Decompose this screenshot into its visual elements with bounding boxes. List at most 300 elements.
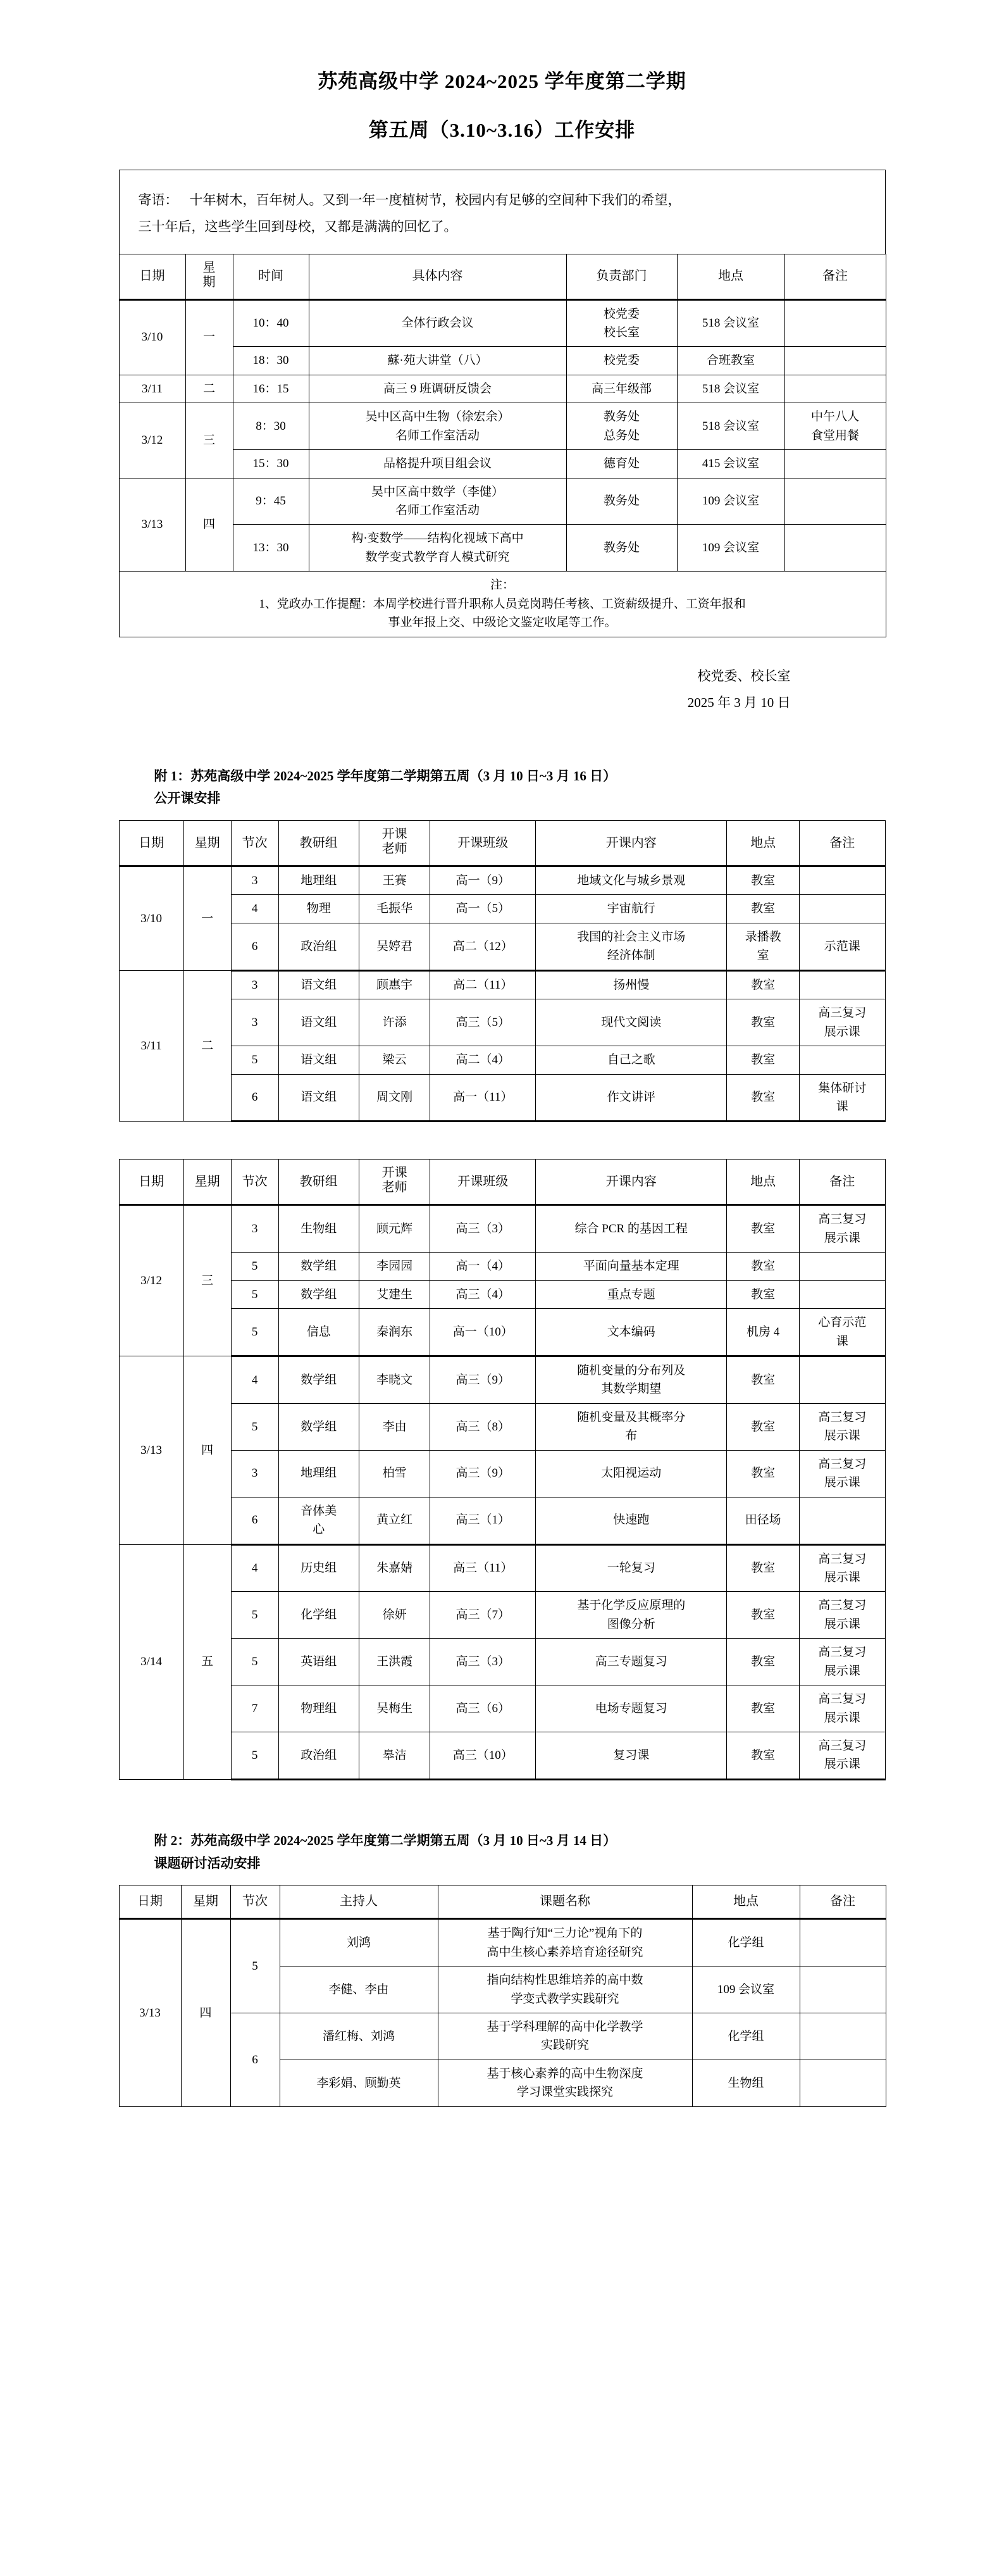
cell-class: 高三（10） xyxy=(430,1732,536,1780)
cell-lesson-content: 宇宙航行 xyxy=(536,895,727,923)
cell-place: 机房 4 xyxy=(727,1309,800,1356)
note-line-2: 事业年报上交、中级论文鉴定收尾等工作。 xyxy=(388,616,617,630)
cell-teacher: 黄立红 xyxy=(359,1497,430,1544)
research-row xyxy=(119,2013,886,2060)
cell-period: 6 xyxy=(231,1497,278,1544)
cell-teaching-group: 数学组 xyxy=(278,1403,359,1450)
header-3: 教研组 xyxy=(278,1160,359,1205)
header-2: 节次 xyxy=(231,821,278,866)
cell-period: 5 xyxy=(231,1403,278,1450)
cell-teacher: 李园园 xyxy=(359,1253,430,1280)
main-table-row xyxy=(119,299,886,347)
cell-date: 3/13 xyxy=(119,1356,183,1545)
cell-place: 教室 xyxy=(727,999,800,1046)
cell-class: 高三（3） xyxy=(430,1205,536,1253)
cell-remark: 高三复习 展示课 xyxy=(799,1639,885,1685)
cell-remark xyxy=(799,970,885,999)
cell-class: 高三（8） xyxy=(430,1403,536,1450)
cell-class: 高三（3） xyxy=(430,1639,536,1685)
cell-remark: 高三复习 展示课 xyxy=(799,1732,885,1780)
cell-weekday: 一 xyxy=(185,299,233,375)
cell-class: 高一（4） xyxy=(430,1253,536,1280)
cell-content: 蘇·苑大讲堂（八） xyxy=(309,347,566,375)
cell-period: 3 xyxy=(231,866,278,895)
cell-class: 高三（6） xyxy=(430,1685,536,1732)
cell-period: 3 xyxy=(231,1205,278,1253)
cell-teacher: 梁云 xyxy=(359,1046,430,1074)
cell-remark xyxy=(784,450,886,478)
cell-class: 高一（5） xyxy=(430,895,536,923)
cell-topic: 基于学科理解的高中化学教学 实践研究 xyxy=(438,2013,692,2060)
cell-content: 吴中区高中数学（李健） 名师工作室活动 xyxy=(309,478,566,525)
cell-class: 高三（7） xyxy=(430,1592,536,1639)
cell-date: 3/11 xyxy=(119,970,183,1122)
cell-remark: 高三复习 展示课 xyxy=(799,1403,885,1450)
attachment1-heading-line1: 附 1：苏苑高级中学 2024~2025 学年度第二学期第五周（3 月 10 日~3 月 16 日） xyxy=(154,768,617,784)
cell-place: 生物组 xyxy=(692,2060,800,2106)
cell-teaching-group: 语文组 xyxy=(278,1074,359,1122)
header-teacher: 开课 老师 xyxy=(359,1160,430,1205)
cell-host: 李健、李由 xyxy=(280,1966,438,2013)
cell-class: 高一（10） xyxy=(430,1309,536,1356)
cell-content: 品格提升项目组会议 xyxy=(309,450,566,478)
public-class-row xyxy=(119,1046,885,1074)
research-header-1: 星期 xyxy=(181,1885,230,1919)
attachment2-heading-line2: 课题研讨活动安排 xyxy=(154,1855,261,1871)
cell-lesson-content: 随机变量的分布列及 其数学期望 xyxy=(536,1356,727,1404)
cell-teacher: 李由 xyxy=(359,1403,430,1450)
header-5: 开课班级 xyxy=(430,821,536,866)
cell-teaching-group: 物理 xyxy=(278,895,359,923)
public-class-row xyxy=(119,895,885,923)
cell-remark: 示范课 xyxy=(799,923,885,970)
cell-remark xyxy=(784,478,886,525)
cell-remark xyxy=(784,375,886,403)
cell-place: 教室 xyxy=(727,1046,800,1074)
cell-class: 高三（11） xyxy=(430,1544,536,1592)
cell-lesson-content: 基于化学反应原理的 图像分析 xyxy=(536,1592,727,1639)
cell-weekday: 五 xyxy=(183,1544,231,1779)
signature-block xyxy=(119,663,886,716)
note-line-1: 1、党政办工作提醒：本周学校进行晋升职称人员竞岗聘任考核、工资薪级提升、工资年报和 xyxy=(259,597,746,611)
research-row xyxy=(119,1919,886,1966)
cell-place: 教室 xyxy=(727,1280,800,1308)
cell-weekday: 四 xyxy=(181,1919,230,2107)
cell-teaching-group: 语文组 xyxy=(278,1046,359,1074)
cell-period: 3 xyxy=(231,1450,278,1497)
cell-place: 518 会议室 xyxy=(677,299,784,347)
cell-place: 教室 xyxy=(727,895,800,923)
cell-lesson-content: 快速跑 xyxy=(536,1497,727,1544)
cell-teacher: 顾元辉 xyxy=(359,1205,430,1253)
cell-class: 高二（11） xyxy=(430,970,536,999)
header-3: 教研组 xyxy=(278,821,359,866)
cell-teacher: 王赛 xyxy=(359,866,430,895)
cell-period: 5 xyxy=(231,1046,278,1074)
cell-lesson-content: 复习课 xyxy=(536,1732,727,1780)
cell-teaching-group: 信息 xyxy=(278,1309,359,1356)
cell-teaching-group: 地理组 xyxy=(278,866,359,895)
header-place: 地点 xyxy=(677,254,784,299)
cell-date: 3/12 xyxy=(119,1205,183,1356)
attachment1-heading-line2: 公开课安排 xyxy=(154,791,221,806)
header-content: 具体内容 xyxy=(309,254,566,299)
cell-teaching-group: 生物组 xyxy=(278,1205,359,1253)
cell-class: 高三（4） xyxy=(430,1280,536,1308)
signature-org: 校党委、校长室 xyxy=(697,668,791,684)
cell-remark xyxy=(799,1356,885,1404)
cell-period: 5 xyxy=(231,1309,278,1356)
cell-teacher: 许添 xyxy=(359,999,430,1046)
public-class-row xyxy=(119,1309,885,1356)
cell-lesson-content: 作文讲评 xyxy=(536,1074,727,1122)
cell-place: 教室 xyxy=(727,1403,800,1450)
cell-time: 9：45 xyxy=(233,478,309,525)
cell-period: 5 xyxy=(231,1732,278,1780)
cell-place: 教室 xyxy=(727,1074,800,1122)
note-line-0: 注： xyxy=(490,578,514,592)
cell-lesson-content: 电场专题复习 xyxy=(536,1685,727,1732)
cell-class: 高三（1） xyxy=(430,1497,536,1544)
cell-place: 518 会议室 xyxy=(677,403,784,450)
cell-remark: 高三复习 展示课 xyxy=(799,1685,885,1732)
cell-remark xyxy=(799,1253,885,1280)
cell-teaching-group: 地理组 xyxy=(278,1450,359,1497)
cell-lesson-content: 现代文阅读 xyxy=(536,999,727,1046)
cell-teacher: 柏雪 xyxy=(359,1450,430,1497)
cell-teaching-group: 政治组 xyxy=(278,923,359,970)
cell-place: 教室 xyxy=(727,1544,800,1592)
attachment2-heading-line1: 附 2：苏苑高级中学 2024~2025 学年度第二学期第五周（3 月 10 日~3 月 14 日） xyxy=(154,1832,617,1848)
cell-remark: 高三复习 展示课 xyxy=(799,1450,885,1497)
header-remark: 备注 xyxy=(784,254,886,299)
main-table-row xyxy=(119,478,886,525)
header-8: 备注 xyxy=(799,821,885,866)
research-header-5: 地点 xyxy=(692,1885,800,1919)
cell-class: 高三（9） xyxy=(430,1450,536,1497)
cell-place: 415 会议室 xyxy=(677,450,784,478)
cell-department: 教务处 xyxy=(566,525,677,572)
header-5: 开课班级 xyxy=(430,1160,536,1205)
public-class-row xyxy=(119,1732,885,1780)
motto-label: 寄语： xyxy=(138,192,178,208)
motto-line1: 十年树木，百年树人。又到一年一度植树节，校园内有足够的空间种下我们的希望， xyxy=(189,192,681,208)
cell-lesson-content: 随机变量及其概率分 布 xyxy=(536,1403,727,1450)
cell-period: 6 xyxy=(231,923,278,970)
cell-teaching-group: 音体美 心 xyxy=(278,1497,359,1544)
cell-content: 全体行政会议 xyxy=(309,299,566,347)
cell-department: 教务处 总务处 xyxy=(566,403,677,450)
public-class-row xyxy=(119,1403,885,1450)
cell-period: 4 xyxy=(231,1544,278,1592)
cell-teaching-group: 英语组 xyxy=(278,1639,359,1685)
cell-time: 15：30 xyxy=(233,450,309,478)
cell-content: 高三 9 班调研反馈会 xyxy=(309,375,566,403)
header-1: 星期 xyxy=(183,1160,231,1205)
cell-topic: 基于陶行知“三力论”视角下的 高中生核心素养培育途径研究 xyxy=(438,1919,692,1966)
cell-date: 3/11 xyxy=(119,375,185,403)
public-class-row xyxy=(119,1685,885,1732)
header-2: 节次 xyxy=(231,1160,278,1205)
public-class-row xyxy=(119,923,885,970)
cell-class: 高一（11） xyxy=(430,1074,536,1122)
cell-place: 518 会议室 xyxy=(677,375,784,403)
cell-period: 5 xyxy=(231,1253,278,1280)
cell-remark: 高三复习 展示课 xyxy=(799,999,885,1046)
cell-teacher: 周文刚 xyxy=(359,1074,430,1122)
cell-class: 高二（4） xyxy=(430,1046,536,1074)
header-7: 地点 xyxy=(727,821,800,866)
cell-weekday: 四 xyxy=(183,1356,231,1545)
cell-place: 教室 xyxy=(727,866,800,895)
cell-weekday: 二 xyxy=(183,970,231,1122)
cell-department: 校党委 xyxy=(566,347,677,375)
header-6: 开课内容 xyxy=(536,1160,727,1205)
cell-period: 3 xyxy=(231,970,278,999)
main-schedule-table xyxy=(119,254,886,637)
cell-period: 5 xyxy=(231,1280,278,1308)
cell-date: 3/10 xyxy=(119,299,185,375)
cell-lesson-content: 扬州慢 xyxy=(536,970,727,999)
cell-teaching-group: 语文组 xyxy=(278,970,359,999)
cell-class: 高三（9） xyxy=(430,1356,536,1404)
cell-period: 7 xyxy=(231,1685,278,1732)
attachment1-heading xyxy=(119,765,886,810)
cell-weekday: 一 xyxy=(183,866,231,971)
cell-place: 109 会议室 xyxy=(677,478,784,525)
public-class-row xyxy=(119,1280,885,1308)
cell-date: 3/12 xyxy=(119,403,185,478)
cell-teaching-group: 物理组 xyxy=(278,1685,359,1732)
cell-remark xyxy=(799,1046,885,1074)
cell-remark xyxy=(784,525,886,572)
cell-teacher: 秦润东 xyxy=(359,1309,430,1356)
cell-place: 109 会议室 xyxy=(677,525,784,572)
research-topic-table-wrap xyxy=(119,1885,886,2107)
cell-topic: 基于核心素养的高中生物深度 学习课堂实践探究 xyxy=(438,2060,692,2106)
cell-host: 刘鸿 xyxy=(280,1919,438,1966)
cell-remark xyxy=(800,2013,886,2060)
cell-teaching-group: 化学组 xyxy=(278,1592,359,1639)
cell-teaching-group: 数学组 xyxy=(278,1280,359,1308)
cell-lesson-content: 自己之歌 xyxy=(536,1046,727,1074)
main-table-row xyxy=(119,403,886,450)
cell-teacher: 朱嘉婧 xyxy=(359,1544,430,1592)
cell-teaching-group: 数学组 xyxy=(278,1356,359,1404)
cell-period: 5 xyxy=(231,1592,278,1639)
cell-date: 3/13 xyxy=(119,478,185,572)
header-6: 开课内容 xyxy=(536,821,727,866)
cell-lesson-content: 地域文化与城乡景观 xyxy=(536,866,727,895)
cell-period: 5 xyxy=(230,1919,280,2013)
cell-time: 13：30 xyxy=(233,525,309,572)
public-class-row xyxy=(119,1544,885,1592)
public-class-table-a-wrap xyxy=(119,820,886,1122)
cell-topic: 指向结构性思维培养的高中数 学变式教学实践研究 xyxy=(438,1966,692,2013)
cell-remark xyxy=(800,2060,886,2106)
cell-lesson-content: 我国的社会主义市场 经济体制 xyxy=(536,923,727,970)
cell-teacher: 毛振华 xyxy=(359,895,430,923)
public-class-row xyxy=(119,970,885,999)
header-time: 时间 xyxy=(233,254,309,299)
cell-period: 6 xyxy=(230,2013,280,2107)
cell-lesson-content: 一轮复习 xyxy=(536,1544,727,1592)
header-department: 负责部门 xyxy=(566,254,677,299)
public-class-row xyxy=(119,1592,885,1639)
cell-weekday: 三 xyxy=(185,403,233,478)
cell-teacher: 吴梅生 xyxy=(359,1685,430,1732)
public-class-row xyxy=(119,1450,885,1497)
attachment2-heading xyxy=(119,1830,886,1875)
cell-period: 4 xyxy=(231,1356,278,1404)
cell-remark xyxy=(784,299,886,347)
cell-place: 教室 xyxy=(727,1356,800,1404)
header-0: 日期 xyxy=(119,1160,183,1205)
cell-place: 教室 xyxy=(727,1205,800,1253)
cell-time: 18：30 xyxy=(233,347,309,375)
cell-date: 3/13 xyxy=(119,1919,181,2107)
cell-place: 教室 xyxy=(727,1732,800,1780)
header-0: 日期 xyxy=(119,821,183,866)
cell-remark: 高三复习 展示课 xyxy=(799,1544,885,1592)
cell-department: 校党委 校长室 xyxy=(566,299,677,347)
cell-content: 构·变数学——结构化视域下高中 数学变式教学育人模式研究 xyxy=(309,525,566,572)
header-8: 备注 xyxy=(799,1160,885,1205)
public-class-table-b-wrap xyxy=(119,1159,886,1780)
cell-teacher: 李晓文 xyxy=(359,1356,430,1404)
cell-place: 教室 xyxy=(727,1592,800,1639)
main-table-header-row xyxy=(119,254,886,299)
cell-weekday: 三 xyxy=(183,1205,231,1356)
cell-teacher: 艾建生 xyxy=(359,1280,430,1308)
header-1: 星期 xyxy=(183,821,231,866)
research-header-4: 课题名称 xyxy=(438,1885,692,1919)
public-class-row xyxy=(119,1497,885,1544)
cell-lesson-content: 平面向量基本定理 xyxy=(536,1253,727,1280)
cell-weekday: 四 xyxy=(185,478,233,572)
signature-date: 2025 年 3 月 10 日 xyxy=(687,694,791,710)
research-header-2: 节次 xyxy=(230,1885,280,1919)
public-class-row xyxy=(119,999,885,1046)
header-7: 地点 xyxy=(727,1160,800,1205)
document-title-line1: 苏苑高级中学 2024~2025 学年度第二学期 xyxy=(318,70,686,92)
cell-teaching-group: 政治组 xyxy=(278,1732,359,1780)
research-header-6: 备注 xyxy=(800,1885,886,1919)
research-header-3: 主持人 xyxy=(280,1885,438,1919)
motto-line2: 三十年后，这些学生回到母校，又都是满满的回忆了。 xyxy=(138,218,457,234)
public-class-table-b xyxy=(119,1159,886,1780)
cell-teacher: 吴婷君 xyxy=(359,923,430,970)
cell-place: 教室 xyxy=(727,970,800,999)
document-title-line2: 第五周（3.10~3.16）工作安排 xyxy=(368,118,636,141)
cell-teacher: 顾惠宇 xyxy=(359,970,430,999)
public-class-row xyxy=(119,1356,885,1404)
research-header-0: 日期 xyxy=(119,1885,181,1919)
cell-period: 6 xyxy=(231,1074,278,1122)
cell-department: 高三年级部 xyxy=(566,375,677,403)
cell-class: 高二（12） xyxy=(430,923,536,970)
cell-lesson-content: 文本编码 xyxy=(536,1309,727,1356)
cell-period: 3 xyxy=(231,999,278,1046)
cell-remark xyxy=(800,1919,886,1966)
research-topic-table xyxy=(119,1885,886,2107)
header-weekday-char2: 期 xyxy=(202,275,216,289)
cell-host: 李彩娟、顾勤英 xyxy=(280,2060,438,2106)
cell-host: 潘红梅、刘鸿 xyxy=(280,2013,438,2060)
cell-department: 德育处 xyxy=(566,450,677,478)
cell-place: 录播教 室 xyxy=(727,923,800,970)
cell-remark: 中午八人 食堂用餐 xyxy=(784,403,886,450)
cell-teaching-group: 语文组 xyxy=(278,999,359,1046)
cell-lesson-content: 太阳视运动 xyxy=(536,1450,727,1497)
cell-period: 4 xyxy=(231,895,278,923)
cell-lesson-content: 重点专题 xyxy=(536,1280,727,1308)
main-table-row xyxy=(119,450,886,478)
cell-teacher: 皋洁 xyxy=(359,1732,430,1780)
cell-remark: 高三复习 展示课 xyxy=(799,1592,885,1639)
cell-place: 化学组 xyxy=(692,1919,800,1966)
cell-lesson-content: 高三专题复习 xyxy=(536,1639,727,1685)
main-table-note xyxy=(119,572,886,637)
motto-box xyxy=(119,170,886,254)
main-table-note-row xyxy=(119,572,886,637)
cell-place: 教室 xyxy=(727,1685,800,1732)
cell-place: 教室 xyxy=(727,1253,800,1280)
cell-place: 教室 xyxy=(727,1450,800,1497)
pc-header-row-b xyxy=(119,1160,885,1205)
main-table-row xyxy=(119,375,886,403)
cell-remark: 高三复习 展示课 xyxy=(799,1205,885,1253)
cell-date: 3/14 xyxy=(119,1544,183,1779)
cell-place: 化学组 xyxy=(692,2013,800,2060)
header-weekday xyxy=(185,254,233,299)
cell-remark xyxy=(799,895,885,923)
research-header-row xyxy=(119,1885,886,1919)
cell-remark xyxy=(799,1497,885,1544)
main-table-row xyxy=(119,347,886,375)
cell-place: 田径场 xyxy=(727,1497,800,1544)
cell-remark xyxy=(800,1966,886,2013)
cell-remark xyxy=(784,347,886,375)
public-class-row xyxy=(119,1639,885,1685)
cell-remark xyxy=(799,1280,885,1308)
cell-teacher: 王洪霞 xyxy=(359,1639,430,1685)
cell-date: 3/10 xyxy=(119,866,183,971)
cell-period: 5 xyxy=(231,1639,278,1685)
main-schedule-table-wrap xyxy=(119,254,886,637)
main-table-row xyxy=(119,525,886,572)
cell-place: 教室 xyxy=(727,1639,800,1685)
cell-place: 109 会议室 xyxy=(692,1966,800,2013)
cell-class: 高三（5） xyxy=(430,999,536,1046)
header-teacher: 开课 老师 xyxy=(359,821,430,866)
cell-time: 16：15 xyxy=(233,375,309,403)
cell-class: 高一（9） xyxy=(430,866,536,895)
cell-time: 8：30 xyxy=(233,403,309,450)
cell-remark: 心育示范 课 xyxy=(799,1309,885,1356)
cell-teaching-group: 数学组 xyxy=(278,1253,359,1280)
cell-teaching-group: 历史组 xyxy=(278,1544,359,1592)
cell-time: 10：40 xyxy=(233,299,309,347)
public-class-row xyxy=(119,1205,885,1253)
public-class-row xyxy=(119,866,885,895)
cell-department: 教务处 xyxy=(566,478,677,525)
header-weekday-char1: 星 xyxy=(202,260,216,275)
public-class-row xyxy=(119,1253,885,1280)
public-class-row xyxy=(119,1074,885,1122)
cell-place: 合班教室 xyxy=(677,347,784,375)
cell-content: 吴中区高中生物（徐宏余） 名师工作室活动 xyxy=(309,403,566,450)
